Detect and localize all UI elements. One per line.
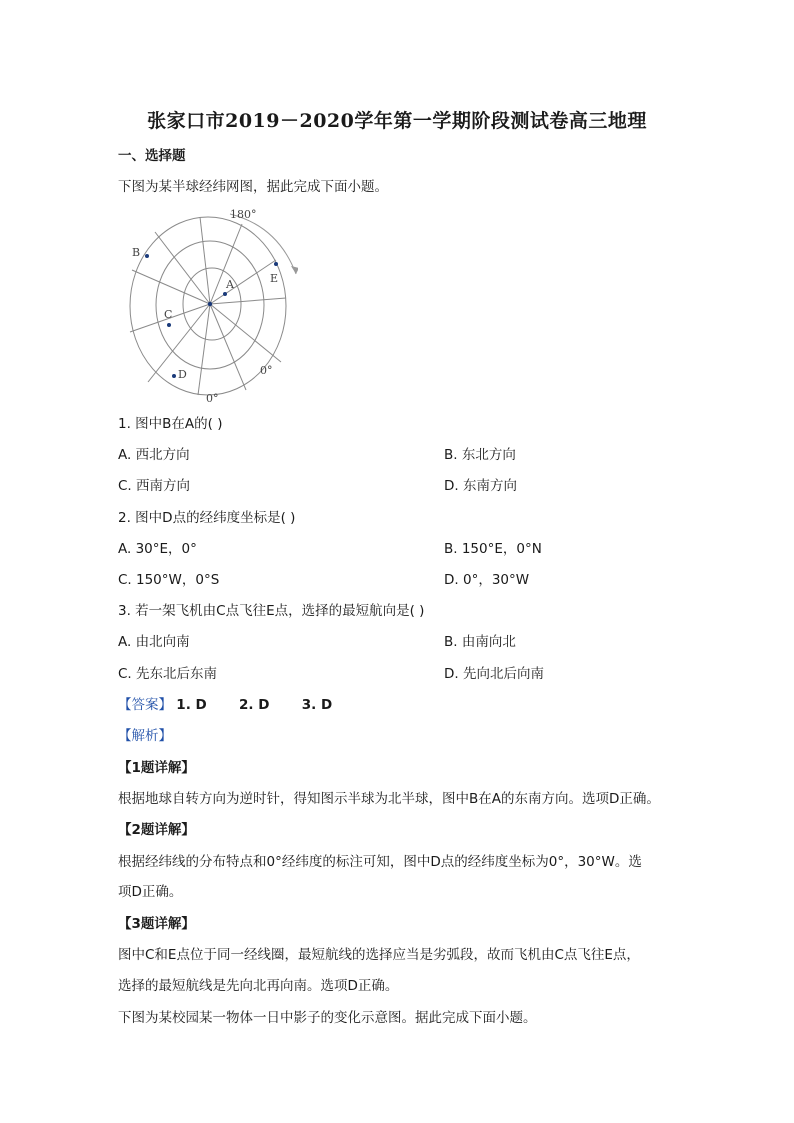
- label-point-a: A: [226, 278, 234, 291]
- detail-3-text-line-2: 选择的最短航线是先向北再向南。选项D正确。: [118, 978, 399, 994]
- question-1-option-b[interactable]: B. 东北方向: [444, 447, 516, 463]
- label-0-bottom: 0°: [206, 392, 219, 404]
- answer-line: [118, 695, 332, 715]
- section-heading: 一、选择题: [118, 148, 186, 164]
- point-a-dot: [223, 292, 227, 296]
- question-3-stem: 3. 若一架飞机由C点飞往E点，选择的最短航向是( ): [118, 603, 425, 619]
- detail-1-heading: 【1题详解】: [118, 760, 195, 776]
- point-e-dot: [274, 262, 278, 266]
- point-b-dot: [145, 254, 149, 258]
- label-180: 180°: [230, 208, 257, 221]
- question-1-stem: 1. 图中B在A的( ): [118, 416, 223, 432]
- question-1-option-d[interactable]: D. 东南方向: [444, 478, 517, 494]
- label-0-right: 0°: [260, 364, 273, 377]
- rotation-arrowhead: [291, 266, 298, 274]
- page-title: 张家口市2019－2020学年第一学期阶段测试卷高三地理: [147, 110, 647, 132]
- rotation-arrow: [230, 214, 296, 274]
- answer-1: 1. D: [176, 697, 207, 713]
- graticule-svg: [118, 204, 298, 404]
- question-3-option-b[interactable]: B. 由南向北: [444, 634, 516, 650]
- question-1-option-a[interactable]: A. 西北方向: [118, 447, 190, 463]
- intro-text: 下图为某半球经纬网图，据此完成下面小题。: [118, 179, 388, 195]
- detail-2-heading: 【2题详解】: [118, 822, 195, 838]
- answer-2: 2. D: [239, 697, 270, 713]
- pole-dot: [208, 302, 212, 306]
- analysis-label: 【解析】: [118, 728, 172, 744]
- question-2-option-c[interactable]: C. 150°W，0°S: [118, 572, 220, 588]
- detail-3-heading: 【3题详解】: [118, 916, 195, 932]
- question-2-option-a[interactable]: A. 30°E，0°: [118, 541, 197, 557]
- question-2-stem: 2. 图中D点的经纬度坐标是( ): [118, 510, 296, 526]
- question-2-option-b[interactable]: B. 150°E，0°N: [444, 541, 542, 557]
- detail-3-text-line-1: 图中C和E点位于同一经线圈，最短航线的选择应当是劣弧段，故而飞机由C点飞往E点，: [118, 947, 640, 963]
- point-d-dot: [172, 374, 176, 378]
- label-point-d: D: [178, 368, 187, 381]
- hemisphere-graticule-figure: [118, 204, 298, 404]
- detail-2-text-line-2: 项D正确。: [118, 884, 183, 900]
- next-intro-text: 下图为某校园某一物体一日中影子的变化示意图。据此完成下面小题。: [118, 1010, 537, 1026]
- label-point-c: C: [164, 308, 173, 321]
- point-c-dot: [167, 323, 171, 327]
- label-point-b: B: [132, 246, 141, 259]
- question-2-option-d[interactable]: D. 0°，30°W: [444, 572, 530, 588]
- label-point-e: E: [270, 272, 279, 285]
- question-1-option-c[interactable]: C. 西南方向: [118, 478, 191, 494]
- question-3-option-a[interactable]: A. 由北向南: [118, 634, 190, 650]
- question-3-option-d[interactable]: D. 先向北后向南: [444, 666, 544, 682]
- question-3-option-c[interactable]: C. 先东北后东南: [118, 666, 218, 682]
- detail-1-text: 根据地球自转方向为逆时针，得知图示半球为北半球，图中B在A的东南方向。选项D正确。: [118, 791, 660, 807]
- detail-2-text-line-1: 根据经纬线的分布特点和0°经纬度的标注可知，图中D点的经纬度坐标为0°，30°W。选: [118, 854, 642, 870]
- answer-3: 3. D: [301, 697, 333, 713]
- answer-label: 【答案】: [118, 697, 172, 713]
